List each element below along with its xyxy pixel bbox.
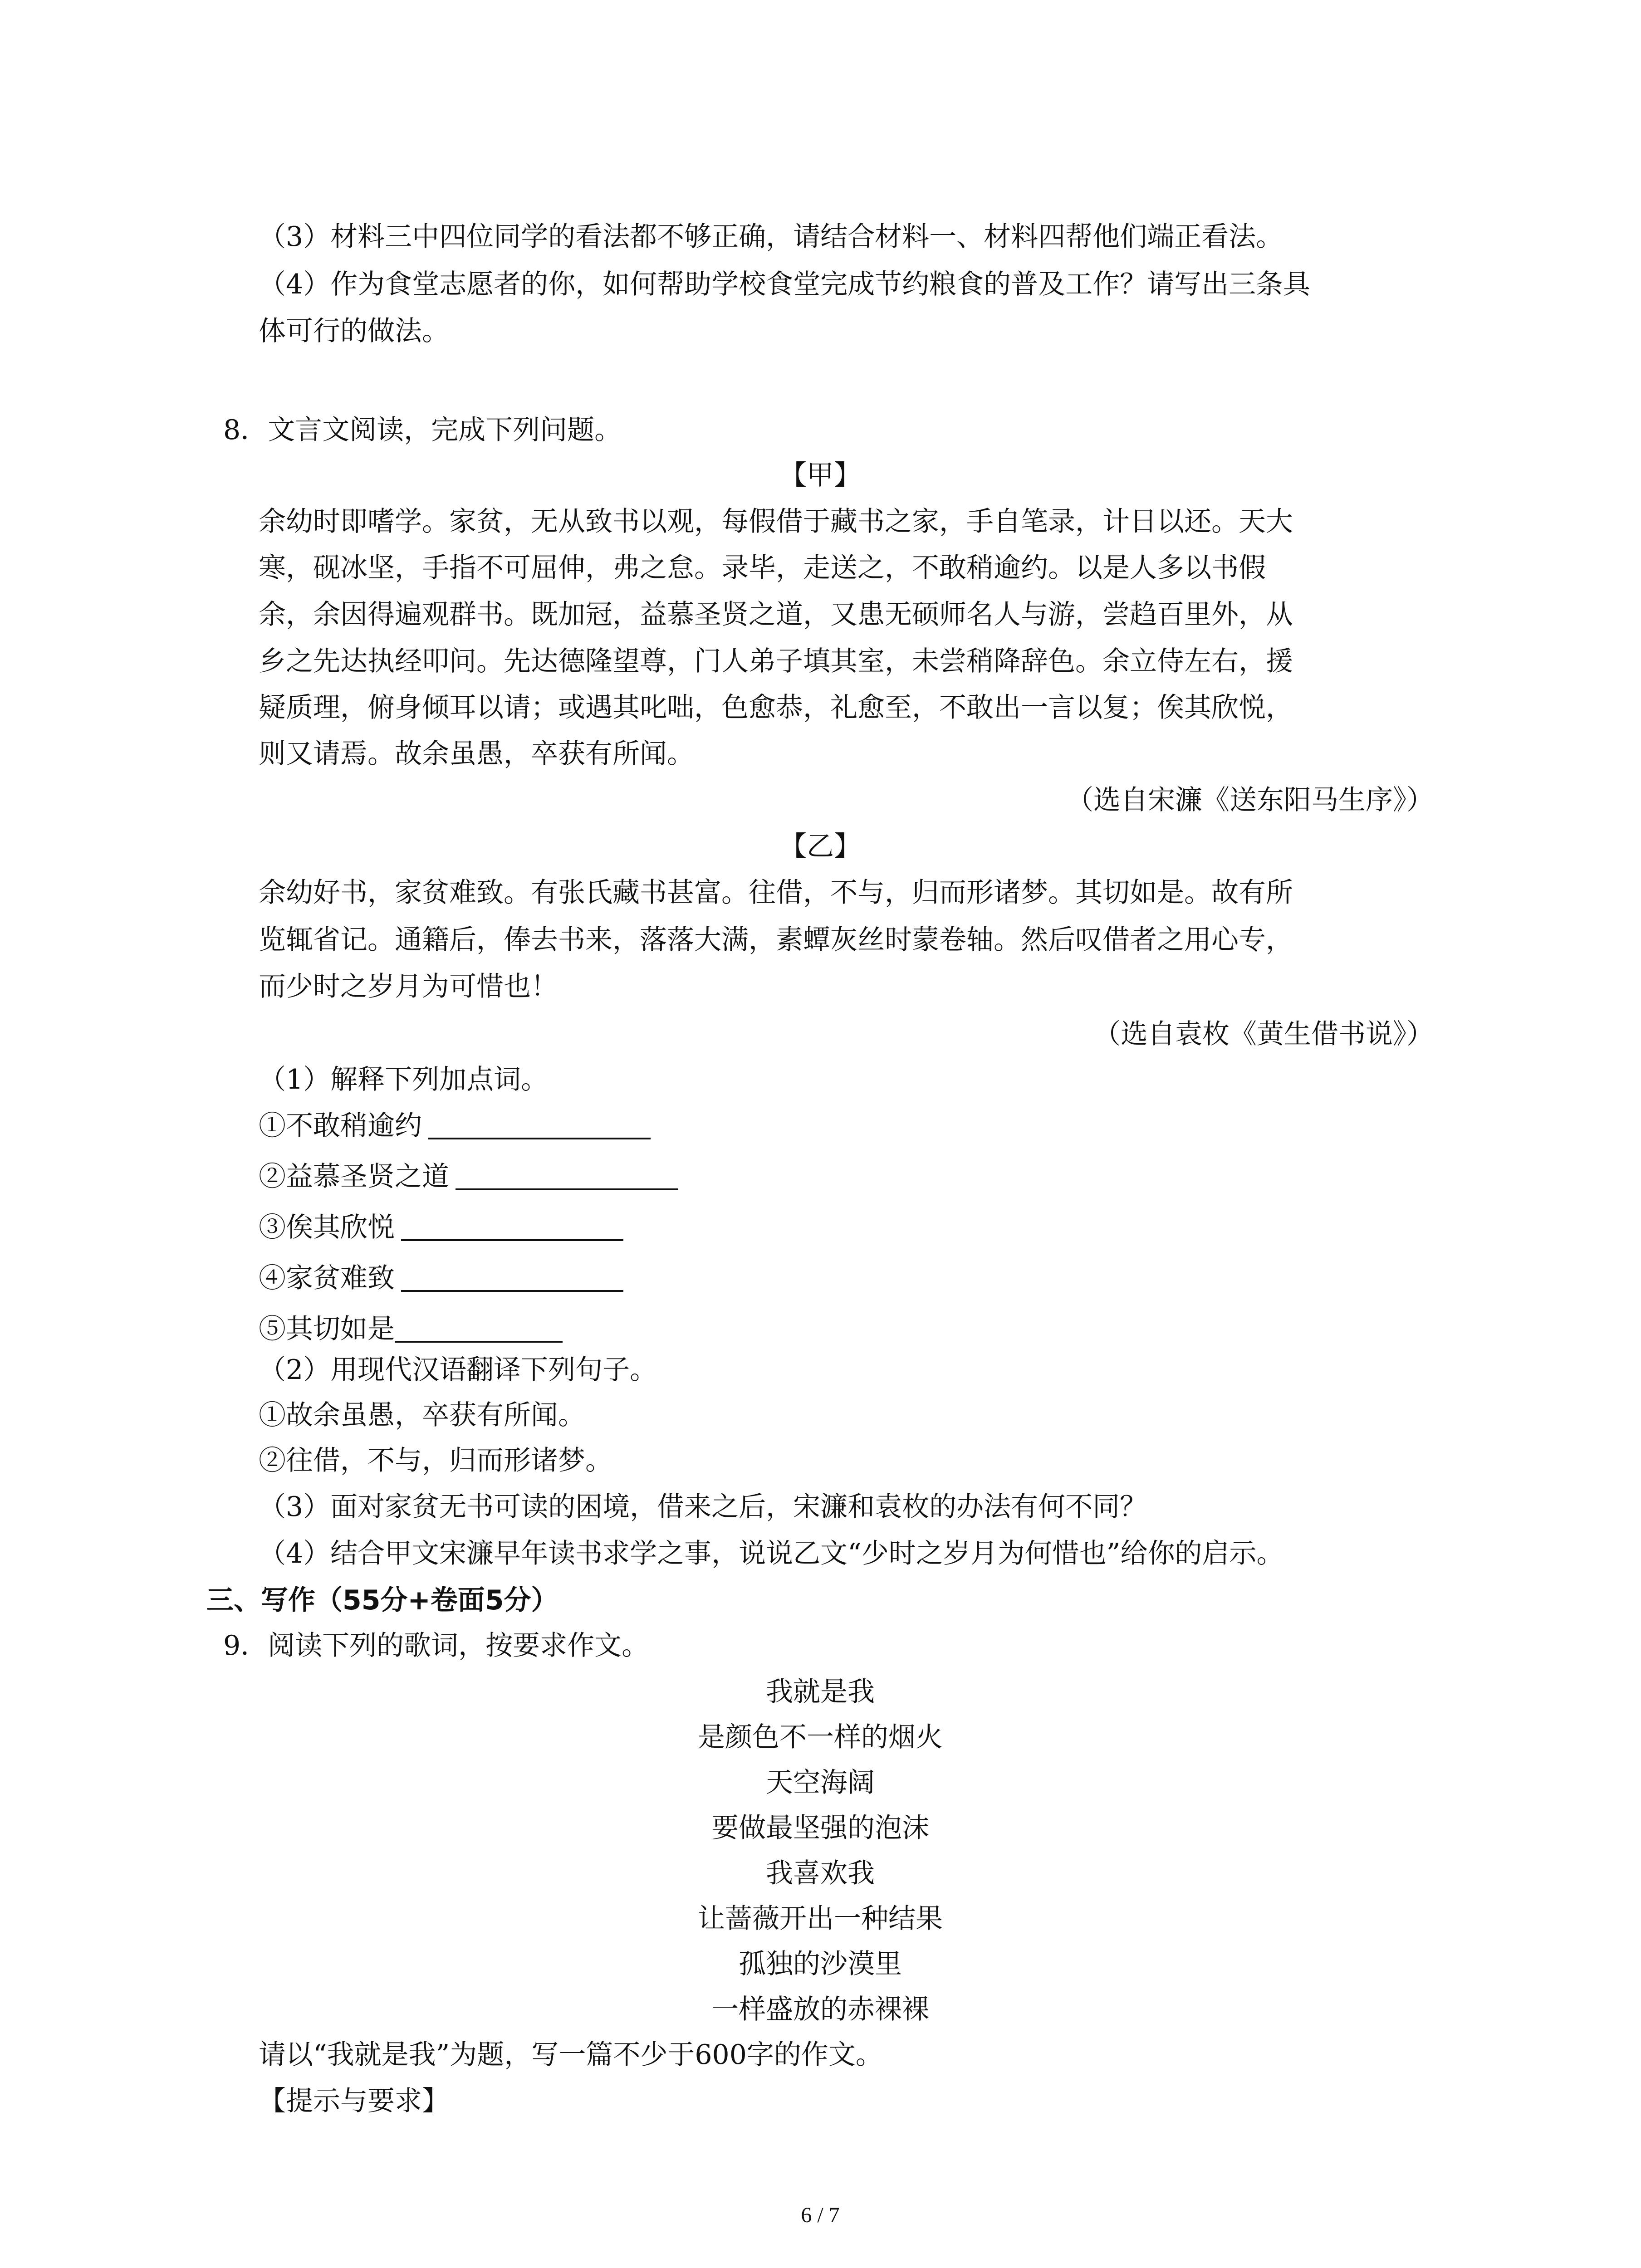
lyric-line: 是颜色不一样的烟火 [698, 1721, 943, 1753]
yi-heading: 【乙】 [779, 831, 861, 862]
q7-sub4-line1: （4）作为食堂志愿者的你，如何帮助学校食堂完成节约粮食的普及工作？请写出三条具 [259, 269, 1311, 300]
essay-tips: 【提示与要求】 [259, 2085, 449, 2117]
jia-line: 疑质理，俯身倾耳以请；或遇其叱咄，色愈恭，礼愈至，不敢出一言以复；俟其欣悦， [259, 692, 1293, 723]
lyric-line: 孤独的沙漠里 [739, 1948, 902, 1980]
word-item [259, 1264, 623, 1292]
answer-blank[interactable] [395, 1315, 563, 1343]
answer-blank[interactable] [428, 1111, 651, 1139]
jia-line: 余幼时即嗜学。家贫，无从致书以观，每假借于藏书之家，手自笔录，计日以还。天大 [259, 506, 1293, 538]
word-item [259, 1161, 678, 1193]
q8-sub3: （3）面对家贫无书可读的困境，借来之后，宋濂和袁枚的办法有何不同？ [259, 1491, 1147, 1523]
word-item [259, 1315, 563, 1343]
lyric-line: 天空海阔 [766, 1767, 875, 1799]
jia-line: 余，余因得遍观群书。既加冠，益慕圣贤之道，又患无硕师名人与游，尝趋百里外，从 [259, 599, 1293, 631]
word-text: ④家贫难致 [259, 1262, 395, 1294]
answer-blank[interactable] [401, 1213, 623, 1241]
essay-prompt: 请以“我就是我”为题，写一篇不少于600字的作文。 [259, 2039, 883, 2071]
section-heading: 三、写作（55分+卷面5分） [206, 1584, 558, 1616]
yi-source: （选自袁枚《黄生借书说》） [1093, 1018, 1434, 1050]
lyric-line: 我就是我 [766, 1676, 875, 1708]
q8-sub2: （2）用现代汉语翻译下列句子。 [259, 1354, 657, 1386]
jia-line: 寒，砚冰坚，手指不可屈伸，弗之怠。录毕，走送之，不敢稍逾约。以是人多以书假 [259, 552, 1266, 584]
jia-heading: 【甲】 [779, 459, 861, 491]
q8-sub1: （1）解释下列加点词。 [259, 1064, 549, 1095]
translate-item: ②往借，不与，归而形诸梦。 [259, 1445, 612, 1476]
q8-sub4: （4）结合甲文宋濂早年读书求学之事，说说乙文“少时之岁月为何惜也”给你的启示。 [259, 1538, 1284, 1569]
yi-line: 览辄省记。通籍后，俸去书来，落落大满，素蟫灰丝时蒙卷轴。然后叹借者之用心专， [259, 924, 1293, 956]
word-text: ①不敢稍逾约 [259, 1110, 422, 1142]
lyric-line: 我喜欢我 [766, 1857, 875, 1889]
page-number: 6 / 7 [801, 2203, 840, 2227]
word-text: ②益慕圣贤之道 [259, 1161, 449, 1193]
lyric-line: 要做最坚强的泡沫 [711, 1812, 929, 1844]
word-text: ⑤其切如是 [259, 1313, 395, 1345]
answer-blank[interactable] [456, 1162, 678, 1190]
word-text: ③俟其欣悦 [259, 1212, 395, 1243]
yi-line: 而少时之岁月为可惜也！ [259, 971, 558, 1002]
translate-item: ①故余虽愚，卒获有所闻。 [259, 1399, 585, 1431]
lyric-line: 一样盛放的赤裸裸 [711, 1994, 929, 2025]
jia-line: 乡之先达执经叩问。先达德隆望尊，门人弟子填其室，未尝稍降辞色。余立侍左右，援 [259, 645, 1293, 677]
word-item [259, 1110, 651, 1142]
q9-title: 9．阅读下列的歌词，按要求作文。 [223, 1630, 649, 1662]
q7-sub3: （3）材料三中四位同学的看法都不够正确，请结合材料一、材料四帮他们端正看法。 [259, 221, 1283, 253]
lyric-line: 让蔷薇开出一种结果 [698, 1903, 943, 1935]
yi-line: 余幼好书，家贫难致。有张氏藏书甚富。往借，不与，归而形诸梦。其切如是。故有所 [259, 877, 1293, 909]
word-item [259, 1213, 623, 1241]
answer-blank[interactable] [401, 1264, 623, 1292]
jia-source: （选自宋濂《送东阳马生序》） [1066, 784, 1434, 816]
jia-line: 则又请焉。故余虽愚，卒获有所闻。 [259, 738, 694, 770]
q7-sub4-line2: 体可行的做法。 [259, 315, 449, 347]
q8-title: 8．文言文阅读，完成下列问题。 [223, 414, 622, 446]
